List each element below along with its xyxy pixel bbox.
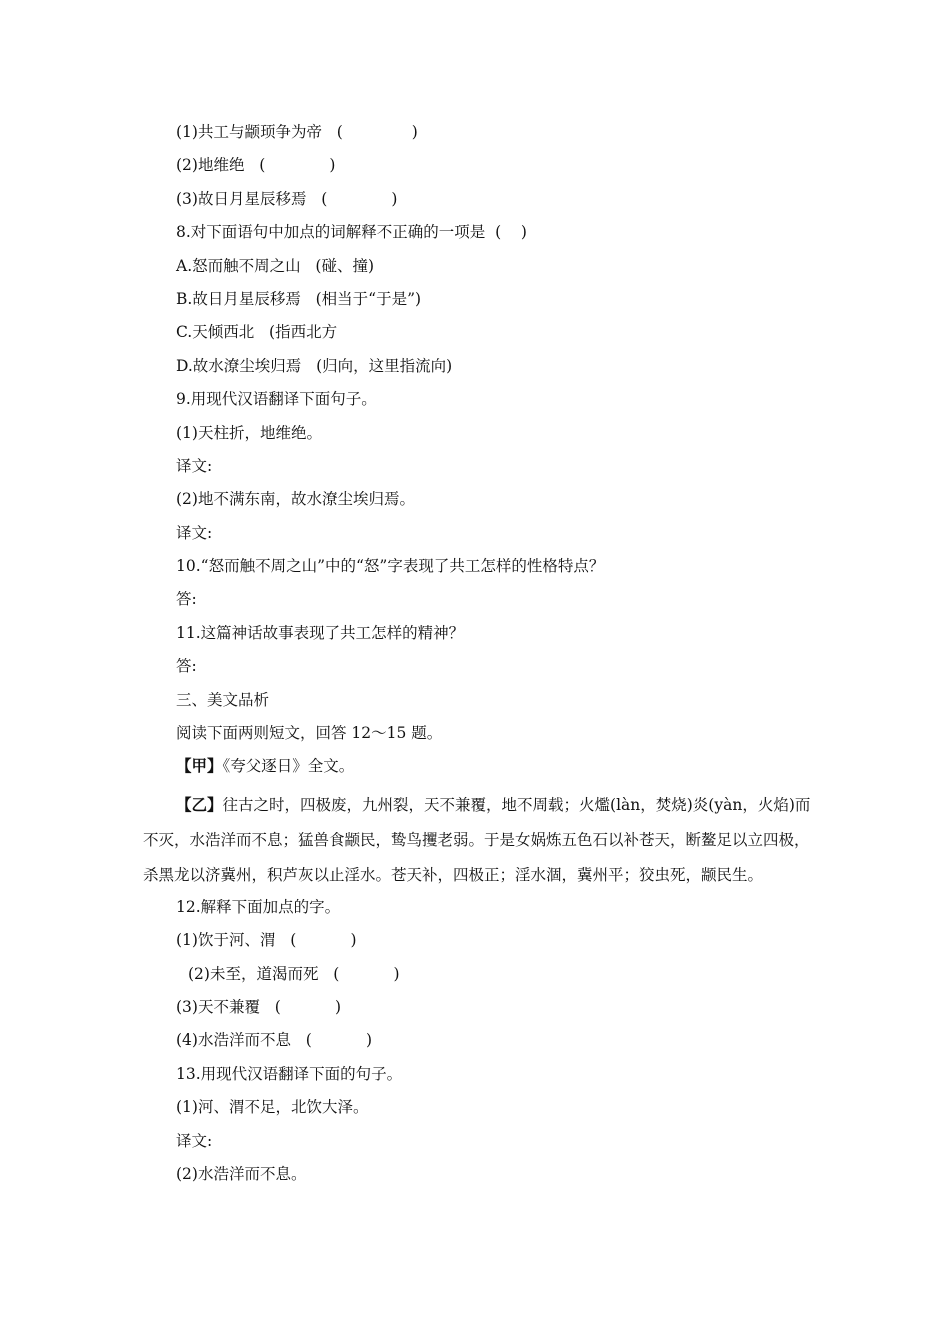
passage-yi-label: 【乙】 (176, 794, 223, 814)
document-content (143, 122, 816, 1197)
passage-jia-label: 【甲】 (176, 756, 223, 776)
question-8-option-c: C.天倾西北 (指西北方 (176, 323, 338, 342)
question-9-item-2: (2)地不满东南，故水潦尘埃归焉。 (176, 490, 415, 509)
question-8: 8.对下面语句中加点的词解释不正确的一项是 ( ) (176, 223, 527, 242)
question-13: 13.用现代汉语翻译下面的句子。 (176, 1064, 403, 1083)
passage-jia (176, 756, 816, 776)
question-12: 12.解释下面加点的字。 (176, 897, 341, 916)
question-13-item-1: (1)河、渭不足，北饮大泽。 (176, 1098, 369, 1117)
question-12-item-3: (3)天不兼覆 ( ) (176, 997, 342, 1016)
section-heading: 三、美文品析 (176, 690, 270, 709)
question-12-item-1: (1)饮于河、渭 ( ) (176, 931, 357, 950)
question-10-answer: 答: (176, 590, 197, 609)
passage-yi-text: 往古之时，四极废，九州裂，天不兼覆，地不周载；火爁(làn，焚烧)炎(yàn，火焰)而不灭，水浩洋而不息；猛兽食颛民，鸷鸟攫老弱。于是女娲炼五色石以补苍天，断鳌足以立四极，杀黑龙以济冀州，积芦灰以止淫水。苍天补，四极正；淫水涸，冀州平；狡虫死，颛民生。 (143, 795, 811, 884)
question-7-item-3: (3)故日月星辰移焉 ( ) (176, 189, 398, 208)
question-7-item-2: (2)地维绝 ( ) (176, 156, 336, 175)
question-10: 10.“怒而触不周之山”中的“怒”字表现了共工怎样的性格特点？ (176, 557, 605, 576)
question-11-answer: 答: (176, 657, 197, 676)
passage-yi (143, 787, 819, 893)
question-7-item-1: (1)共工与颛顼争为帝 ( ) (176, 123, 418, 141)
question-8-option-b: B.故日月星辰移焉 (相当于“于是”) (176, 289, 422, 308)
question-9-item-1-answer: 译文: (176, 456, 213, 475)
question-9-item-2-answer: 译文: (176, 523, 213, 542)
question-11: 11.这篇神话故事表现了共工怎样的精神？ (176, 623, 465, 642)
reading-intro: 阅读下面两则短文，回答 12～15 题。 (176, 724, 443, 743)
question-9: 9.用现代汉语翻译下面句子。 (176, 390, 377, 409)
question-12-item-4: (4)水浩洋而不息 ( ) (176, 1031, 373, 1050)
passage-jia-text: 《夸父逐日》全文。 (222, 757, 355, 776)
question-13-item-1-answer: 译文: (176, 1131, 213, 1150)
question-12-item-2: (2)未至，道渴而死 ( ) (188, 964, 400, 983)
question-13-item-2: (2)水浩洋而不息。 (176, 1164, 307, 1183)
question-9-item-1: (1)天柱折，地维绝。 (176, 423, 322, 442)
question-8-option-d: D.故水潦尘埃归焉 (归向，这里指流向) (176, 356, 453, 375)
question-8-option-a: A.怒而触不周之山 (碰、撞) (176, 256, 374, 275)
